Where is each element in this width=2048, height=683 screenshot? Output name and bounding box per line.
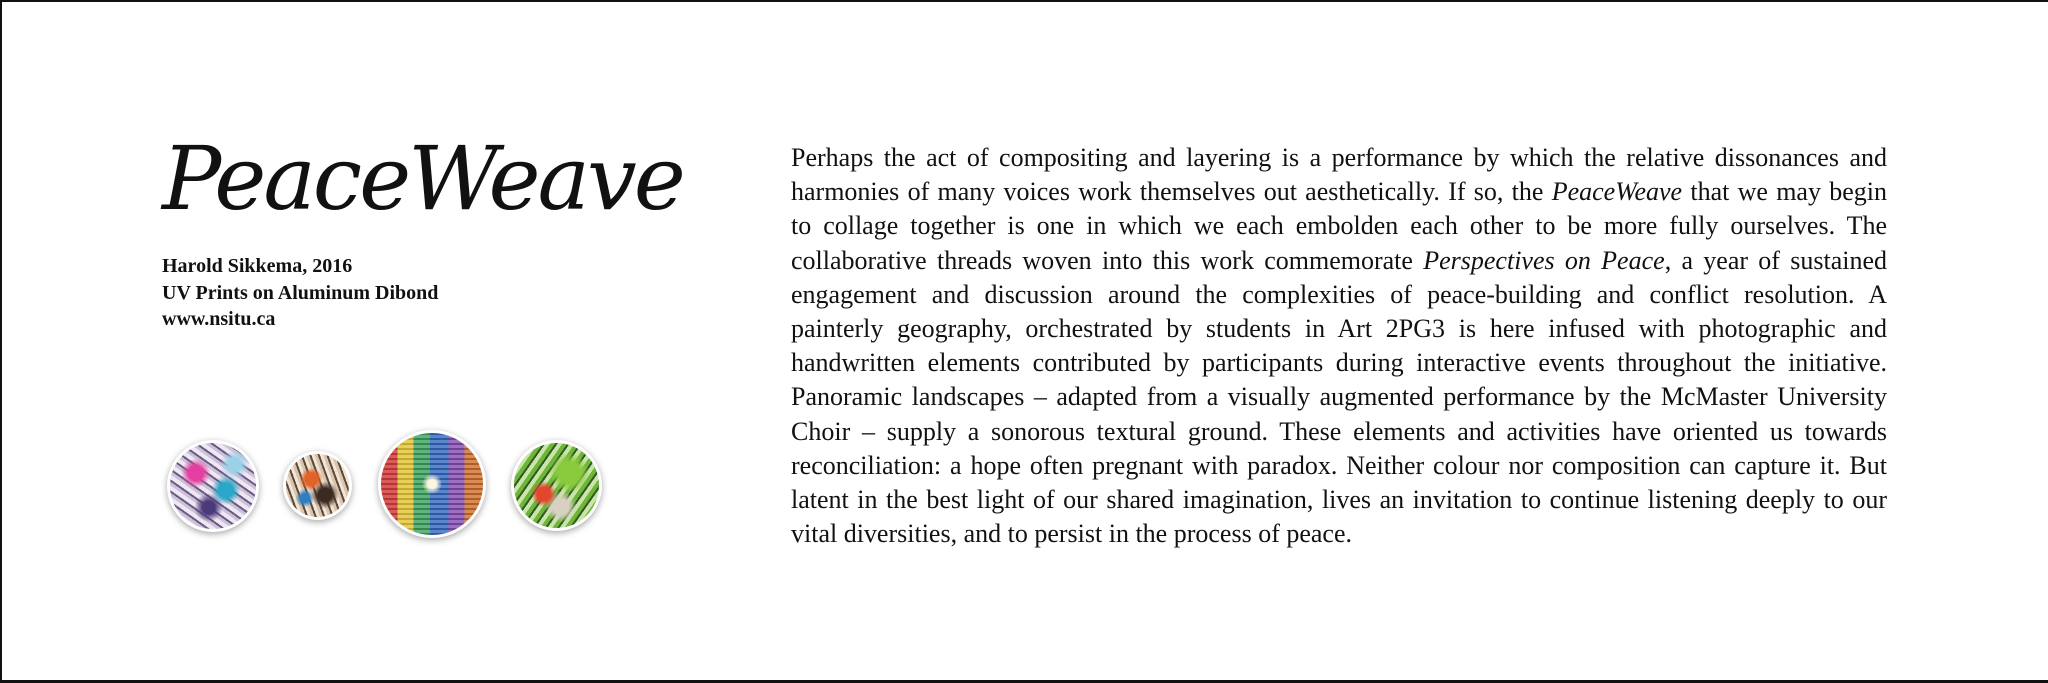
artwork-detail-thumbnail-1: [170, 443, 256, 529]
artwork-medium: UV Prints on Aluminum Dibond: [162, 281, 439, 304]
statement-part-3: , a year of sustained engagement and discussion around the complexities of peace-building and conflict resolution. A painterly geography, orchestrated by students in Art 2PG3 is here infused with photographic and handwritten elements contributed by participants during interactive events throughout the initiative. Panoramic landscapes – adapted from a visually augmented performance by the McMaster University Choir – supply a sonorous textural ground. These elements and activities have oriented us towards reconciliation: a hope often pregnant with paradox. Neither colour nor composition can capture it. But latent in the best light of our shared imagination, lives an invitation to continue listening deeply to our vital diversities, and to persist in the process of peace.: [791, 245, 1888, 549]
artist-and-year: Harold Sikkema, 2016: [162, 255, 353, 277]
statement-part-1: Perhaps the act of compositing and layering is a performance by which the relative dissonances and harmonies of many voices work themselves out aesthetically. If so, the: [791, 143, 1887, 207]
statement-project-ref: Perspectives on Peace: [1423, 245, 1665, 275]
artwork-detail-thumbnail-4: [514, 443, 599, 528]
artwork-detail-thumbnail-3: [381, 433, 483, 535]
artist-website: www.nsitu.ca: [162, 308, 276, 330]
statement-title-ref: PeaceWeave: [1551, 177, 1683, 207]
artwork-title: PeaceWeave: [162, 127, 683, 230]
statement-part-2: that we may begin to collage together is one in which we each embolden each other to be more fully ourselves. The collaborative threads woven into this work commemorate: [791, 177, 1887, 275]
artwork-detail-thumbnail-2: [286, 454, 349, 517]
artist-statement: [791, 141, 1887, 551]
artwork-credits: [162, 253, 438, 333]
